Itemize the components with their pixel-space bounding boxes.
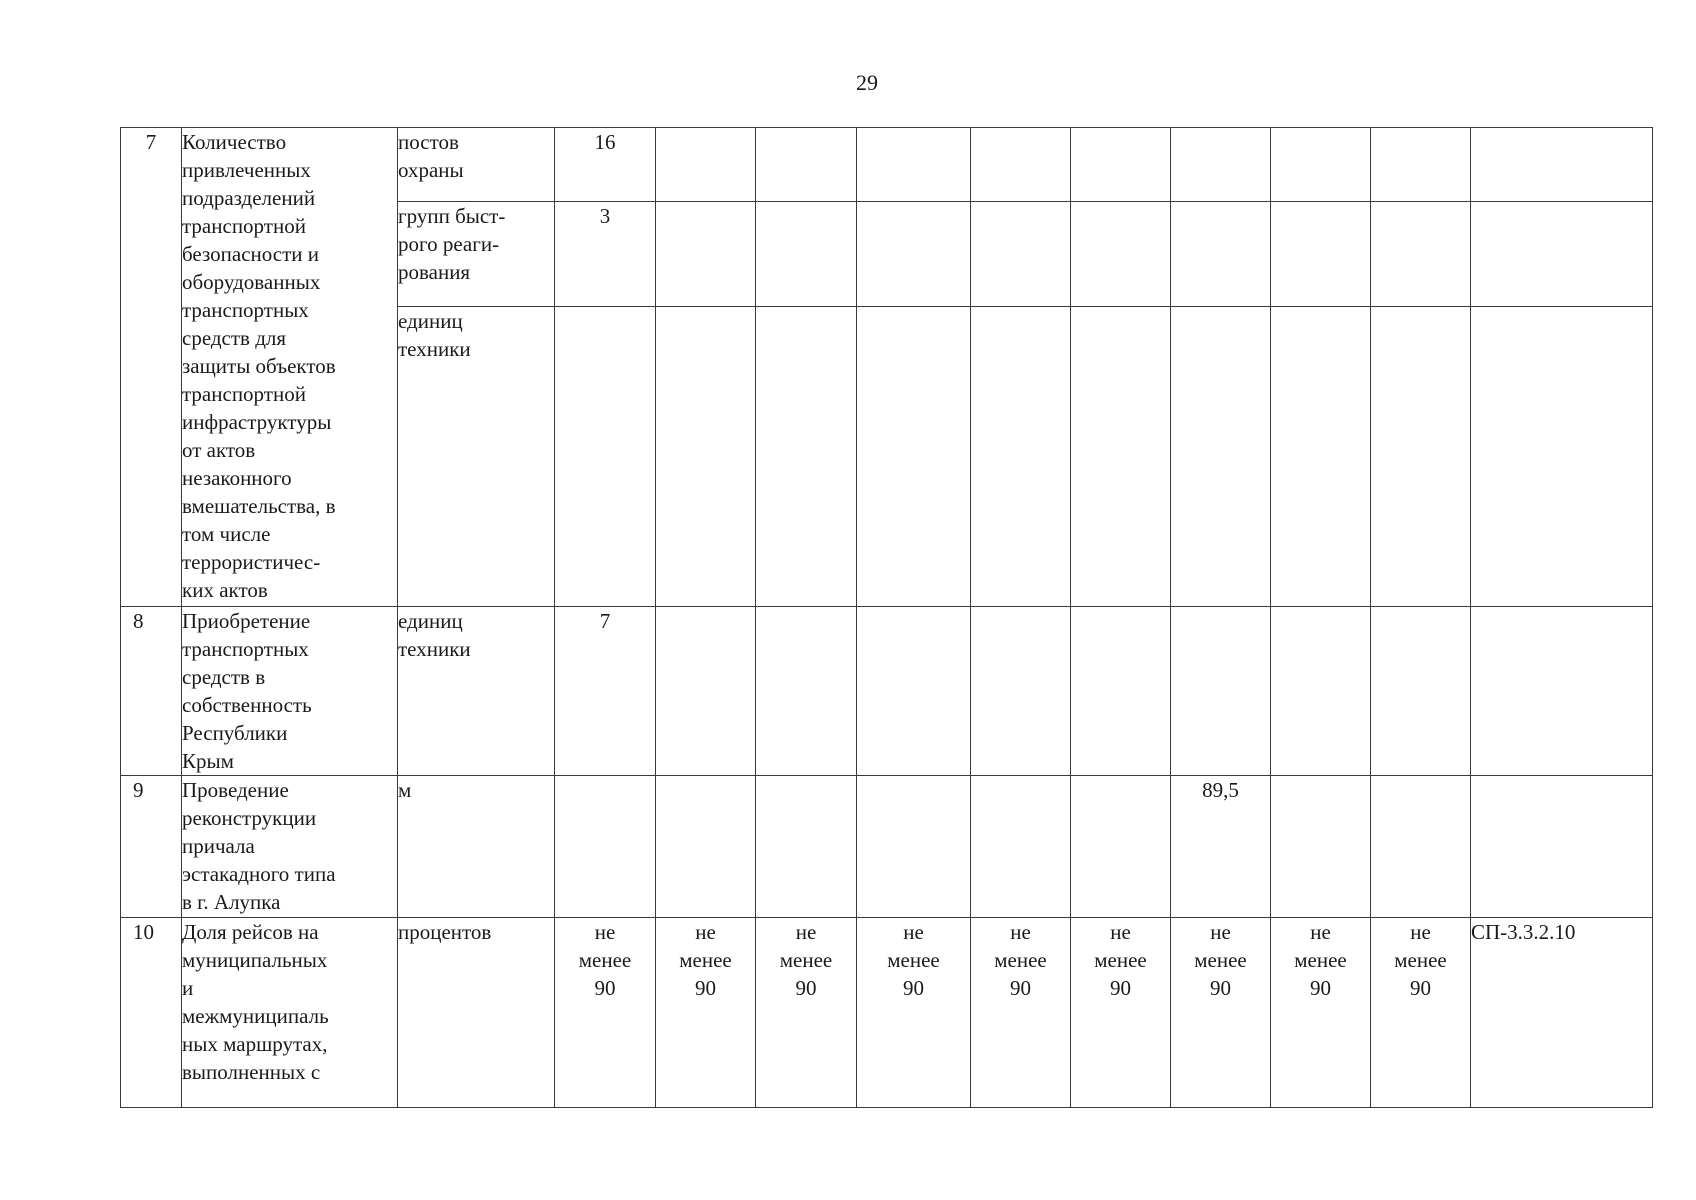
empty-cell [656, 128, 756, 202]
empty-cell [1371, 128, 1471, 202]
unit-cell: групп быст- рого реаги- рования [398, 202, 555, 307]
value-cell: 16 [555, 128, 656, 202]
empty-cell [1171, 607, 1271, 776]
value-cell: не менее 90 [555, 918, 656, 1108]
value-cell: 89,5 [1171, 776, 1271, 918]
empty-cell [1471, 128, 1653, 202]
value-cell: не менее 90 [1071, 918, 1171, 1108]
empty-cell [971, 202, 1071, 307]
empty-cell [1071, 307, 1171, 607]
value-cell: не менее 90 [656, 918, 756, 1108]
empty-cell [857, 776, 971, 918]
empty-cell [1271, 307, 1371, 607]
empty-cell [971, 607, 1071, 776]
empty-cell [1071, 128, 1171, 202]
empty-cell [656, 776, 756, 918]
empty-cell [1471, 202, 1653, 307]
indicator-name: Количество привлеченных подразделений транспортной безопасности и оборудованных транспортных средств для защиты объектов транспортной инфраструктуры от актов незаконного вмешательства, в том числе террористичес- ких актов [182, 128, 398, 607]
empty-cell [1271, 776, 1371, 918]
value-cell: 7 [555, 607, 656, 776]
empty-cell [971, 307, 1071, 607]
empty-cell [756, 607, 857, 776]
empty-cell [857, 607, 971, 776]
empty-cell [857, 128, 971, 202]
empty-cell [1071, 776, 1171, 918]
empty-cell [1471, 307, 1653, 607]
empty-cell [555, 776, 656, 918]
unit-cell: постов охраны [398, 128, 555, 202]
empty-cell [656, 307, 756, 607]
empty-cell [857, 202, 971, 307]
empty-cell [1171, 128, 1271, 202]
empty-cell [857, 307, 971, 607]
empty-cell [1071, 607, 1171, 776]
empty-cell [656, 607, 756, 776]
row-number: 8 [121, 607, 182, 776]
unit-cell: единиц техники [398, 307, 555, 607]
empty-cell [1371, 202, 1471, 307]
empty-cell [1371, 307, 1471, 607]
value-cell: не менее 90 [971, 918, 1071, 1108]
row-number: 7 [121, 128, 182, 607]
table-row [121, 128, 1653, 202]
page-number: 29 [856, 70, 878, 95]
unit-cell: процентов [398, 918, 555, 1108]
empty-cell [756, 307, 857, 607]
unit-cell: единиц техники [398, 607, 555, 776]
empty-cell [756, 128, 857, 202]
empty-cell [1371, 776, 1471, 918]
empty-cell [1271, 607, 1371, 776]
value-cell: 3 [555, 202, 656, 307]
value-cell: не менее 90 [1371, 918, 1471, 1108]
row-number: 10 [121, 918, 182, 1108]
empty-cell [1471, 607, 1653, 776]
empty-cell [1071, 202, 1171, 307]
indicator-name: Доля рейсов на муниципальных и межмуниципаль ных маршрутах, выполненных с [182, 918, 398, 1108]
empty-cell [1271, 128, 1371, 202]
empty-cell [1171, 202, 1271, 307]
value-cell: не менее 90 [857, 918, 971, 1108]
value-cell: не менее 90 [1271, 918, 1371, 1108]
value-cell [555, 307, 656, 607]
unit-cell: м [398, 776, 555, 918]
empty-cell [971, 128, 1071, 202]
table-row [121, 918, 1653, 1108]
table-row [121, 607, 1653, 776]
row-number: 9 [121, 776, 182, 918]
empty-cell [1171, 307, 1271, 607]
empty-cell [756, 202, 857, 307]
empty-cell [756, 776, 857, 918]
indicator-name: Проведение реконструкции причала эстакадного типа в г. Алупка [182, 776, 398, 918]
value-cell: не менее 90 [1171, 918, 1271, 1108]
empty-cell [1371, 607, 1471, 776]
empty-cell [971, 776, 1071, 918]
empty-cell [1471, 776, 1653, 918]
value-cell: не менее 90 [756, 918, 857, 1108]
indicators-table [120, 127, 1653, 1108]
source-cell: СП-3.3.2.10 [1471, 918, 1653, 1108]
empty-cell [656, 202, 756, 307]
table-row [121, 776, 1653, 918]
indicator-name: Приобретение транспортных средств в собственность Республики Крым [182, 607, 398, 776]
empty-cell [1271, 202, 1371, 307]
